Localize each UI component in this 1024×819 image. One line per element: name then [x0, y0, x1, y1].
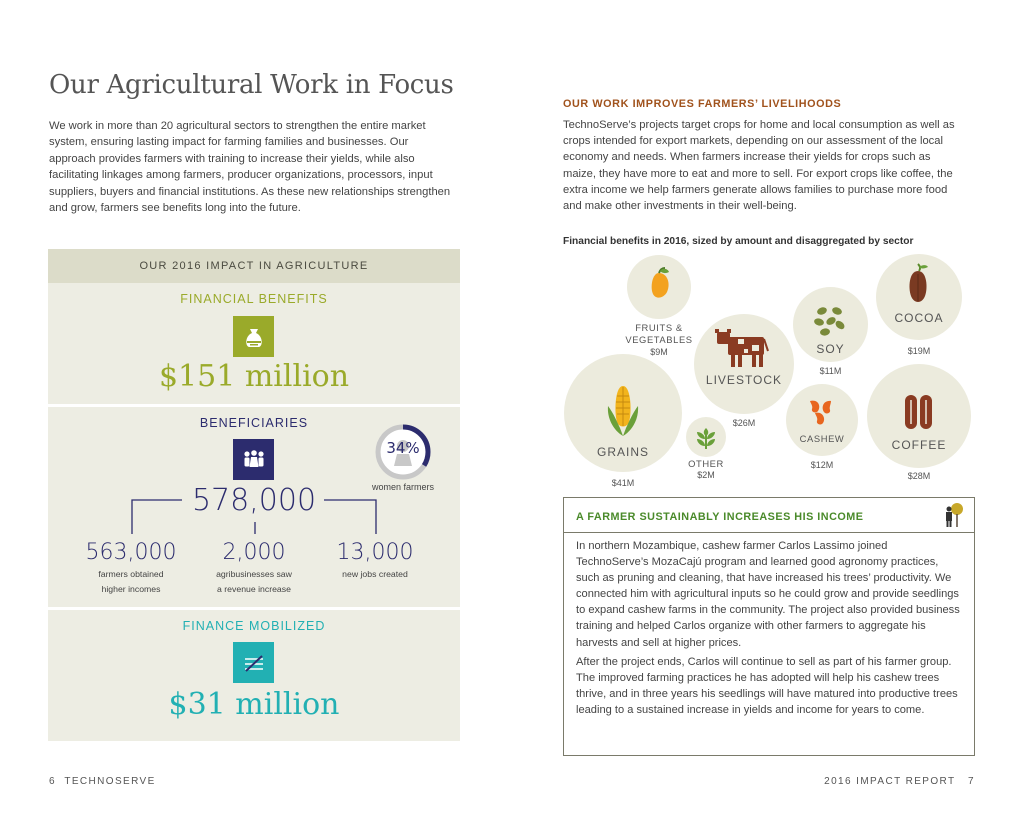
section-divider: [48, 607, 460, 610]
women-farmers-label: women farmers: [371, 482, 434, 492]
agribusinesses-line2: a revenue increase: [217, 584, 291, 594]
right-footer: [824, 776, 975, 787]
sprout-icon: [694, 424, 718, 450]
cocoa-pod-icon: [905, 262, 931, 306]
cashew-value: $12M: [810, 460, 834, 470]
story-paragraph-2: After the project ends, Carlos will continue to sell as part of his farmer group. The improved farming practices he has adopted will help his cashew trees thrive, and in three years his seedlings will have matured into productive trees leading to a sustained increase in yields and income for years to come.: [576, 655, 958, 716]
story-paragraph-1: In northern Mozambique, cashew farmer Carlos Lassimo joined TechnoServe’s MozaCajú program and learned good agronomy practices, such as pruning and cleaning, that have increased his trees’ productivity. We connected him with agricultural inputs so he could grow and provide seedlings to expand cashew farms in the community. The project also provided business training and helped Carlos organize with other farmers to aggregate his harvests and sell at higher prices.: [576, 540, 960, 649]
farmer-story-box: [563, 497, 975, 756]
soybean-icon: [813, 305, 847, 337]
soy-value: $11M: [819, 366, 842, 376]
finance-mobilized-label: FINANCE MOBILIZED: [182, 619, 326, 633]
story-divider: [564, 532, 974, 533]
other-value: $2M: [697, 470, 715, 480]
new-jobs-line1: new jobs created: [342, 569, 408, 579]
coffee-label: COFFEE: [891, 438, 947, 452]
grains-label: GRAINS: [596, 445, 649, 459]
beneficiaries-label: BENEFICIARIES: [199, 416, 309, 430]
impact-panel: [48, 249, 460, 741]
livestock-label: LIVESTOCK: [705, 373, 783, 387]
footer-brand: TECHNOSERVE: [64, 776, 156, 787]
story-title: A FARMER SUSTAINABLY INCREASES HIS INCOME: [576, 511, 864, 523]
fruits-value: $9M: [650, 347, 668, 357]
cocoa-value: $19M: [907, 346, 931, 356]
coffee-value: $28M: [907, 471, 931, 481]
new-jobs-value: 13,000: [336, 540, 414, 565]
finance-mobilized-value: $31 million: [168, 687, 340, 722]
financial-benefits-value: $151 million: [158, 359, 350, 394]
farmers-higher-income-value: 563,000: [85, 540, 177, 565]
mango-icon: [645, 267, 673, 301]
other-label: OTHER: [688, 458, 724, 469]
footer-report-name: 2016 IMPACT REPORT: [824, 776, 956, 787]
maize-icon: [604, 382, 642, 438]
left-footer: [49, 776, 156, 787]
soy-label: SOY: [816, 342, 845, 356]
grains-value: $41M: [611, 478, 635, 488]
section-divider: [48, 404, 460, 407]
people-group-icon: [233, 439, 274, 480]
cocoa-label: COCOA: [894, 311, 944, 325]
cashew-label: CASHEW: [799, 433, 845, 444]
agribusinesses-value: 2,000: [222, 540, 286, 565]
cow-icon: [714, 327, 772, 369]
financial-benefits-label: FINANCIAL BENEFITS: [180, 292, 328, 306]
breakdown-bracket: [48, 494, 460, 539]
intro-paragraph: We work in more than 20 agricultural sectors to strengthen the entire market system, ensuring lasting impact for farming families and businesses. Our approach provides farmers with training to increase their yields, while also facilitating linkages among farmers, producer organizations, processors, input suppliers, buyers and financial institutions. As these new relationships strengthen and grow, farmers see benefits long into the future.: [49, 120, 451, 215]
story-body: [576, 538, 961, 721]
farmer-icon: [942, 502, 964, 528]
farmers-higher-income-line2: higher incomes: [101, 584, 161, 594]
fruits-label-line1: FRUITS &: [635, 322, 683, 333]
coffee-bean-icon: [904, 394, 934, 432]
left-page-number: 6: [49, 776, 56, 787]
growth-chart-icon: [233, 642, 274, 683]
livelihoods-heading: OUR WORK IMPROVES FARMERS’ LIVELIHOODS: [563, 98, 842, 110]
farmers-higher-income-line1: farmers obtained: [98, 569, 164, 579]
agribusinesses-line1: agribusinesses saw: [216, 569, 292, 579]
livestock-value: $26M: [732, 418, 756, 428]
chart-title: Financial benefits in 2016, sized by amount and disaggregated by sector: [563, 236, 914, 247]
livelihoods-paragraph: TechnoServe’s projects target crops for home and local consumption as well as crops intended for export markets, depending on our assessment of the local economy and needs. When farmers increase their yields for crops such as maize, they have more to eat and more to sell. For export crops like coffee, the extra income we help farmers generate allows families to purchase more food and make other investments in their well-being.: [563, 119, 955, 213]
impact-heading: OUR 2016 IMPACT IN AGRICULTURE: [48, 249, 460, 283]
women-percent: 34%: [386, 439, 420, 457]
beneficiaries-total: 578,000: [191, 483, 317, 518]
page-title: Our Agricultural Work in Focus: [49, 70, 454, 100]
fruits-label-line2: VEGETABLES: [625, 334, 693, 345]
right-page-number: 7: [968, 776, 975, 787]
cashew-icon: [805, 397, 839, 427]
money-bag-icon: [233, 316, 274, 357]
